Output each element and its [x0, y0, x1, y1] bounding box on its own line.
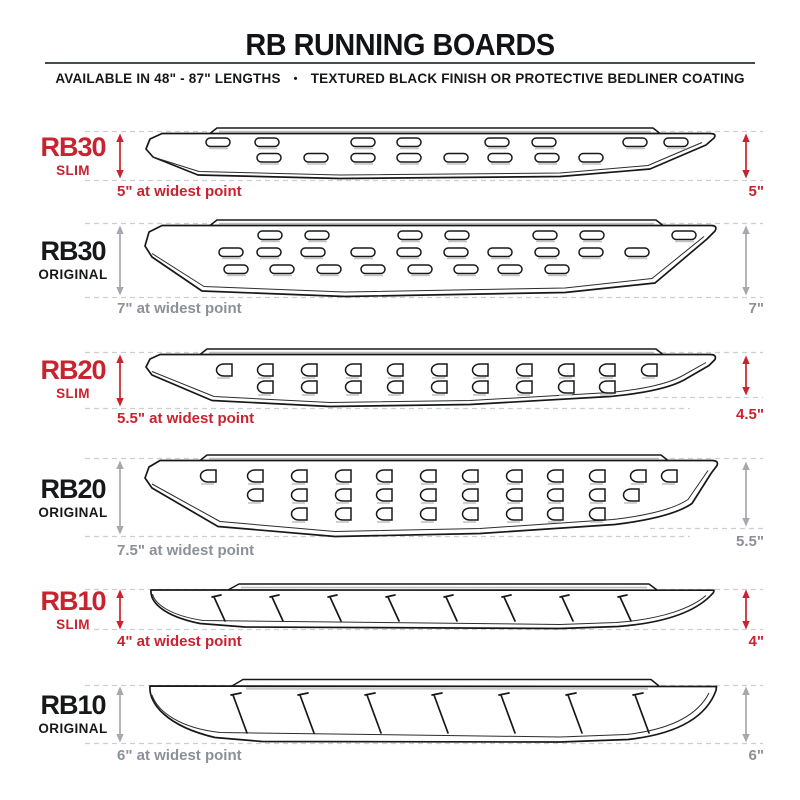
left-dimension-label: 4" at widest point	[117, 633, 242, 650]
rb20-original-drawing	[85, 455, 763, 537]
subtitle-finish: TEXTURED BLACK FINISH OR PROTECTIVE BEDLINER COATING	[310, 71, 745, 86]
model-label	[22, 238, 124, 282]
left-dimension-label: 5.5" at widest point	[117, 410, 255, 427]
model-label	[22, 692, 124, 736]
right-dimension-label: 4"	[748, 633, 764, 650]
right-dimension-label: 7"	[748, 300, 764, 317]
rb30-original-drawing	[85, 220, 763, 298]
model-variant: SLIM	[56, 163, 90, 178]
model-label	[22, 357, 124, 401]
model-variant: ORIGINAL	[38, 267, 108, 282]
left-dimension-label: 7" at widest point	[117, 300, 242, 317]
model-variant: SLIM	[56, 617, 90, 632]
model-label	[22, 476, 124, 520]
rb10-original-drawing	[85, 680, 763, 744]
rb30-slim-drawing	[85, 128, 763, 181]
left-dimension-label: 6" at widest point	[117, 747, 242, 764]
page-subtitle	[0, 71, 800, 86]
model-name: RB30	[40, 236, 106, 266]
left-dimension-label: 5" at widest point	[117, 183, 242, 200]
model-label	[22, 588, 124, 632]
model-name: RB10	[40, 690, 106, 720]
rb10-slim-drawing	[85, 584, 763, 630]
model-name: RB30	[40, 132, 106, 162]
rb30-slim-right-arrow	[742, 134, 749, 179]
right-dimension-label: 5"	[748, 183, 764, 200]
right-dimension-label: 6"	[748, 747, 764, 764]
rb10-slim-right-arrow	[742, 590, 749, 630]
rb20-slim-drawing	[85, 349, 763, 409]
subtitle-lengths: AVAILABLE IN 48" - 87" LENGTHS	[55, 71, 281, 86]
right-dimension-label: 5.5"	[736, 533, 764, 550]
model-variant: SLIM	[56, 386, 90, 401]
model-name: RB10	[40, 586, 106, 616]
rb20-slim-board-outline	[146, 355, 715, 407]
rb30-original-right-arrow	[742, 226, 749, 296]
subtitle-bullet-separator: •	[293, 73, 298, 85]
right-dimension-label: 4.5"	[736, 406, 764, 423]
left-dimension-label: 7.5" at widest point	[117, 542, 255, 559]
page-title: RB RUNNING BOARDS	[245, 27, 555, 62]
model-name: RB20	[40, 474, 106, 504]
rb10-original-right-arrow	[742, 687, 749, 743]
rb20-original-right-arrow	[742, 462, 749, 527]
rb20-slim-right-arrow	[742, 356, 749, 396]
rb30-original-board-outline	[145, 226, 716, 297]
model-name: RB20	[40, 355, 106, 385]
model-variant: ORIGINAL	[38, 505, 108, 520]
model-label	[22, 134, 124, 178]
title-divider-line	[45, 62, 755, 64]
model-variant: ORIGINAL	[38, 721, 108, 736]
